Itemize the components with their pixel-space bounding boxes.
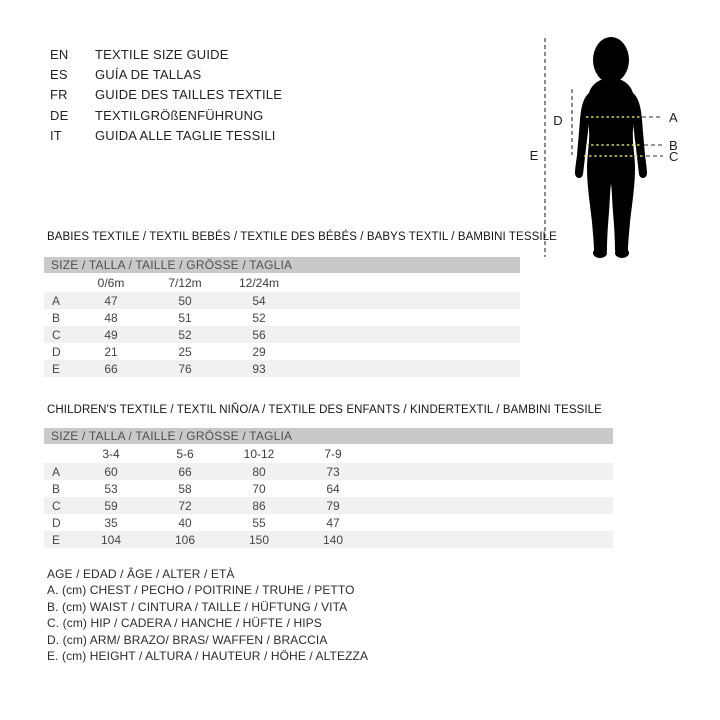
row-label: D xyxy=(52,515,61,530)
row-label: D xyxy=(52,344,61,359)
row-label: B xyxy=(52,481,61,496)
value-cell: 93 xyxy=(252,361,266,376)
value-cell: 64 xyxy=(326,481,340,496)
row-label: A xyxy=(52,464,61,479)
table-row xyxy=(44,497,613,514)
child-measurement-figure xyxy=(520,28,695,265)
child-silhouette-diagram xyxy=(520,28,695,265)
children-size-table xyxy=(44,428,613,548)
language-code: EN xyxy=(50,46,69,62)
table-row xyxy=(44,531,613,548)
table-row xyxy=(44,463,613,480)
row-label: E xyxy=(52,532,61,547)
column-header: 12/24m xyxy=(238,275,280,290)
babies-size-table xyxy=(44,257,520,377)
hip-label: C xyxy=(669,149,679,164)
row-label: A xyxy=(52,293,61,308)
value-cell: 52 xyxy=(178,327,192,342)
legend-item-arm: D. (cm) ARM/ BRAZO/ BRAS/ WAFFEN / BRACCIA xyxy=(47,632,328,647)
table-row xyxy=(44,480,613,497)
value-cell: 86 xyxy=(252,498,266,513)
value-cell: 35 xyxy=(104,515,118,530)
legend-item-height: E. (cm) HEIGHT / ALTURA / HAUTEUR / HÖHE / ALTEZZA xyxy=(47,649,369,664)
value-cell: 49 xyxy=(104,327,118,342)
language-code: IT xyxy=(50,128,62,144)
language-list xyxy=(50,44,282,146)
value-cell: 106 xyxy=(174,532,196,547)
value-cell: 59 xyxy=(104,498,118,513)
value-cell: 51 xyxy=(178,310,192,325)
legend-item-waist: B. (cm) WAIST / CINTURA / TAILLE / HÜFTUNG / VITA xyxy=(47,599,348,614)
column-header: 3-4 xyxy=(102,446,120,461)
language-code: FR xyxy=(50,87,68,103)
legend-item-hip: C. (cm) HIP / CADERA / HANCHE / HÜFTE / HIPS xyxy=(47,616,322,631)
value-cell: 54 xyxy=(252,293,266,308)
value-cell: 25 xyxy=(178,344,192,359)
waist-label: B xyxy=(669,138,678,153)
value-cell: 66 xyxy=(178,464,192,479)
value-cell: 66 xyxy=(104,361,118,376)
row-label: B xyxy=(52,310,61,325)
value-cell: 47 xyxy=(326,515,340,530)
table-row xyxy=(44,292,520,309)
column-header: 7/12m xyxy=(168,275,202,290)
column-header: 10-12 xyxy=(243,446,275,461)
value-cell: 21 xyxy=(104,344,118,359)
children-section-heading: CHILDREN'S TEXTILE / TEXTIL NIÑO/A / TEXTILE DES ENFANTS / KINDERTEXTIL / BAMBINI TESSILE xyxy=(47,404,602,416)
value-cell: 79 xyxy=(326,498,340,513)
value-cell: 53 xyxy=(104,481,118,496)
row-label: C xyxy=(52,327,61,342)
value-cell: 52 xyxy=(252,310,266,325)
value-cell: 104 xyxy=(100,532,122,547)
children-column-header-row xyxy=(44,444,613,463)
table-row xyxy=(44,309,520,326)
value-cell: 29 xyxy=(252,344,266,359)
chest-label: A xyxy=(669,110,678,125)
value-cell: 72 xyxy=(178,498,192,513)
size-header-bar: SIZE / TALLA / TAILLE / GRÖSSE / TAGLIA xyxy=(44,428,613,444)
value-cell: 140 xyxy=(322,532,344,547)
row-label: C xyxy=(52,498,61,513)
language-code: DE xyxy=(50,107,69,123)
language-code: ES xyxy=(50,67,68,83)
column-header: 0/6m xyxy=(97,275,125,290)
language-title: GUÍA DE TALLAS xyxy=(95,67,202,83)
language-title: TEXTILE SIZE GUIDE xyxy=(95,46,229,62)
value-cell: 80 xyxy=(252,464,266,479)
language-row-it xyxy=(50,126,282,146)
babies-section-heading: BABIES TEXTILE / TEXTIL BEBÉS / TEXTILE DES BÉBÉS / BABYS TEXTIL / BAMBINI TESSILE xyxy=(47,231,557,243)
value-cell: 40 xyxy=(178,515,192,530)
legend-item-chest: A. (cm) CHEST / PECHO / POITRINE / TRUHE / PETTO xyxy=(47,583,355,598)
arm-label: D xyxy=(553,113,563,128)
height-label: E xyxy=(529,148,539,163)
value-cell: 58 xyxy=(178,481,192,496)
value-cell: 76 xyxy=(178,361,192,376)
value-cell: 73 xyxy=(326,464,340,479)
language-title: GUIDA ALLE TAGLIE TESSILI xyxy=(95,128,276,144)
table-row xyxy=(44,326,520,343)
value-cell: 70 xyxy=(252,481,266,496)
value-cell: 60 xyxy=(104,464,118,479)
row-label: E xyxy=(52,361,61,376)
value-cell: 47 xyxy=(104,293,118,308)
language-title: GUIDE DES TAILLES TEXTILE xyxy=(95,87,283,103)
column-header: 5-6 xyxy=(176,446,194,461)
legend-title: AGE / EDAD / ÂGE / ALTER / ETÀ xyxy=(47,567,235,581)
value-cell: 150 xyxy=(248,532,270,547)
table-row xyxy=(44,514,613,531)
size-header-bar: SIZE / TALLA / TAILLE / GRÖSSE / TAGLIA xyxy=(44,257,520,273)
table-row xyxy=(44,343,520,360)
column-header: 7-9 xyxy=(324,446,342,461)
value-cell: 50 xyxy=(178,293,192,308)
value-cell: 56 xyxy=(252,327,266,342)
value-cell: 55 xyxy=(252,515,266,530)
value-cell: 48 xyxy=(104,310,118,325)
measurement-legend xyxy=(47,566,368,664)
babies-column-header-row xyxy=(44,273,520,292)
language-title: TEXTILGRÖßENFÜHRUNG xyxy=(95,107,264,123)
language-row-de xyxy=(50,105,282,125)
language-row-en xyxy=(50,44,282,64)
language-row-fr xyxy=(50,85,282,105)
table-row xyxy=(44,360,520,377)
language-row-es xyxy=(50,64,282,84)
child-silhouette xyxy=(575,37,647,258)
